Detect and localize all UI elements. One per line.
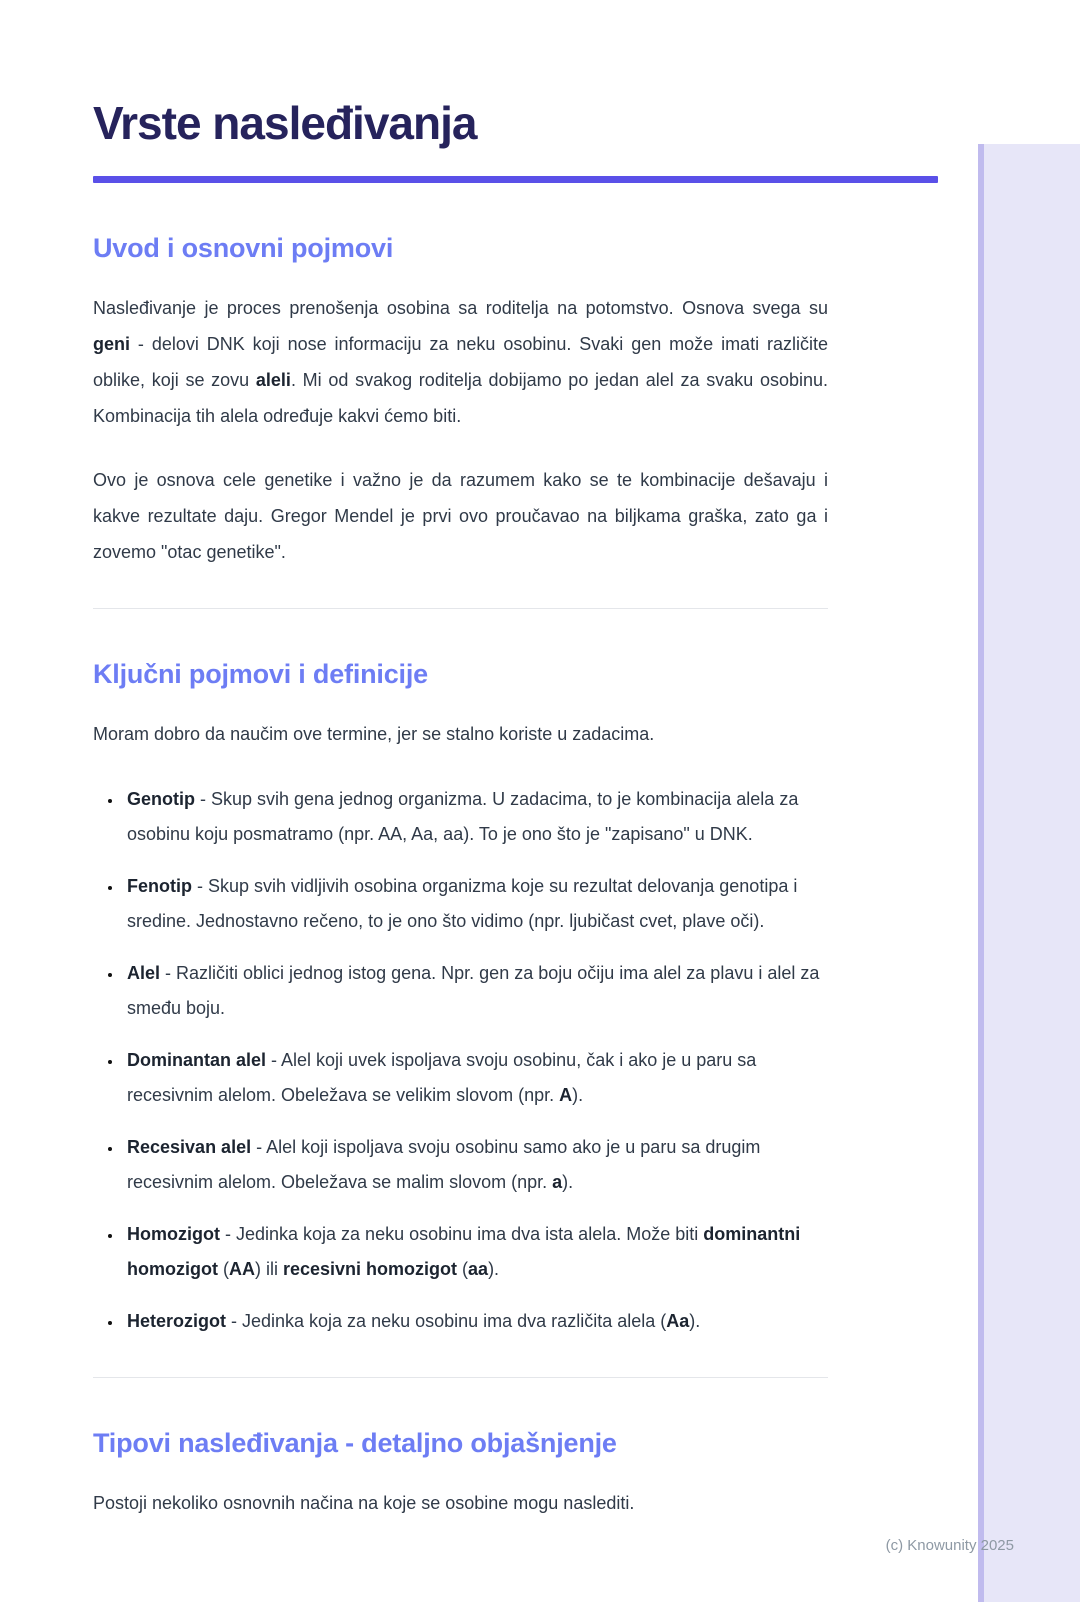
definitions-list [93,782,828,1339]
definition-dominantan-alel: • Dominantan alel - Alel koji uvek ispoljava svoju osobinu, čak i ako je u paru sa recesivnim alelom. Obeležava se velikim slovom (npr. A). [123,1043,828,1113]
page-title: Vrste nasleđivanja [93,97,477,149]
divider [93,1377,828,1378]
intro-heading: Uvod i osnovni pojmovi [93,233,394,263]
definition-fenotip: • Fenotip - Skup svih vidljivih osobina organizma koje su rezultat delovanja genotipa i sredine. Jednostavno rečeno, to je ono što vidimo (npr. ljubičast cvet, plave oči). [123,869,828,939]
section-intro [93,233,828,570]
definition-genotip: • Genotip - Skup svih gena jednog organizma. U zadacima, to je kombinacija alela za osobinu koju posmatramo (npr. AA, Aa, aa). To je ono što je "zapisano" u DNK. [123,782,828,852]
document-content [0,96,1080,1521]
divider [93,608,828,609]
section-types [93,1428,828,1521]
types-intro: Postoji nekoliko osnovnih načina na koje se osobine mogu naslediti. [93,1493,635,1513]
title-underline-bar [93,176,938,183]
section-definitions [93,659,828,1339]
definitions-heading: Ključni pojmovi i definicije [93,659,428,689]
definitions-intro: Moram dobro da naučim ove termine, jer se stalno koriste u zadacima. [93,724,655,744]
watermark: (c) Knowunity 2025 [885,1537,1014,1554]
intro-paragraph-2: Ovo je osnova cele genetike i važno je da razumem kako se te kombinacije dešavaju i kakve rezultate daju. Gregor Mendel je prvi ovo proučavao na biljkama graška, zato ga i zovemo "otac genetike". [93,470,828,562]
definition-homozigot: • Homozigot - Jedinka koja za neku osobinu ima dva ista alela. Može biti dominantni homozigot (AA) ili recesivni homozigot (aa). [123,1217,828,1287]
definition-heterozigot: • Heterozigot - Jedinka koja za neku osobinu ima dva različita alela (Aa). [123,1304,828,1339]
definition-alel: • Alel - Različiti oblici jednog istog gena. Npr. gen za boju očiju ima alel za plavu i alel za smeđu boju. [123,956,828,1026]
types-heading: Tipovi nasleđivanja - detaljno objašnjenje [93,1428,617,1458]
definition-recesivan-alel: • Recesivan alel - Alel koji ispoljava svoju osobinu samo ako je u paru sa drugim recesivnim alelom. Obeležava se malim slovom (npr. a). [123,1130,828,1200]
intro-paragraph-1: Nasleđivanje je proces prenošenja osobina sa roditelja na potomstvo. Osnova svega su geni - delovi DNK koji nose informaciju za neku osobinu. Svaki gen može imati različite oblike, koji se zovu aleli. Mi od svakog roditelja dobijamo po jedan alel za svaku osobinu. Kombinacija tih alela određuje kakvi ćemo biti. [93,298,829,426]
